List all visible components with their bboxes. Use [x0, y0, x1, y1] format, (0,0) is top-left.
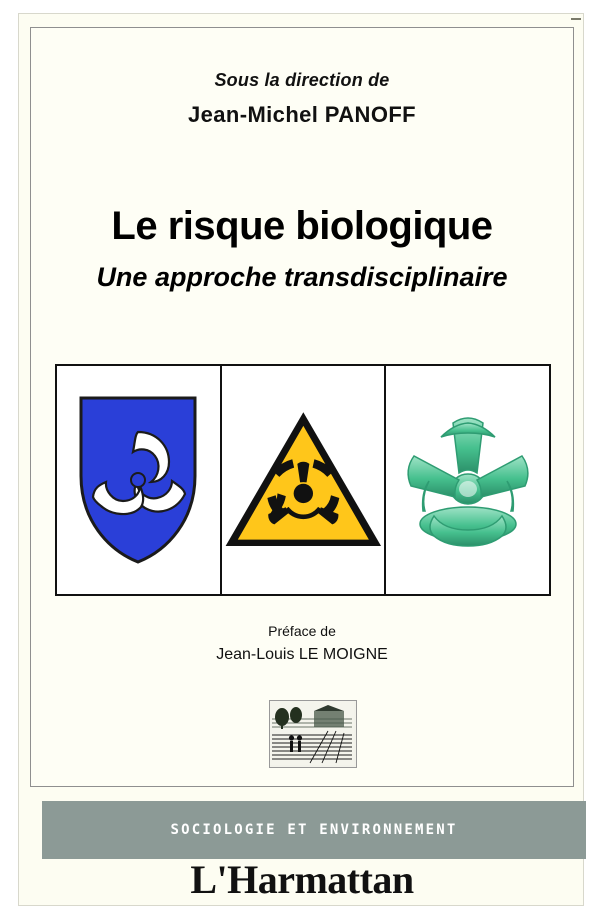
- panel-green-biohazard: [384, 366, 549, 594]
- panel-biohazard-warning: [220, 366, 385, 594]
- shield-triskelion-icon: [73, 390, 203, 570]
- cover-inner-frame: [30, 27, 574, 838]
- editor-name: Jean-Michel PANOFF: [187, 102, 417, 127]
- landscape-engraving-icon: [270, 701, 354, 765]
- page-edge-mark-top: [571, 18, 581, 20]
- book-cover: [18, 13, 584, 906]
- panel-heraldic-shield: [57, 366, 220, 594]
- publisher-name: L'Harmattan: [190, 856, 414, 902]
- book-title: Le risque biologique: [111, 204, 493, 248]
- preface-label: Préface de: [268, 623, 336, 639]
- book-subtitle: Une approche transdisciplinaire: [96, 262, 508, 292]
- biohazard-warning-triangle-icon: [222, 399, 385, 561]
- preface-author: Jean-Louis LE MOIGNE: [216, 646, 388, 663]
- collection-name: SOCIOLOGIE ET ENVIRONNEMENT: [170, 822, 458, 838]
- cover-illustration-panels: [55, 364, 551, 596]
- biohazard-3d-green-icon: [393, 403, 543, 558]
- publisher-vignette: [269, 700, 357, 768]
- direction-line: Sous la direction de: [214, 70, 390, 90]
- publisher-logo: [19, 850, 585, 908]
